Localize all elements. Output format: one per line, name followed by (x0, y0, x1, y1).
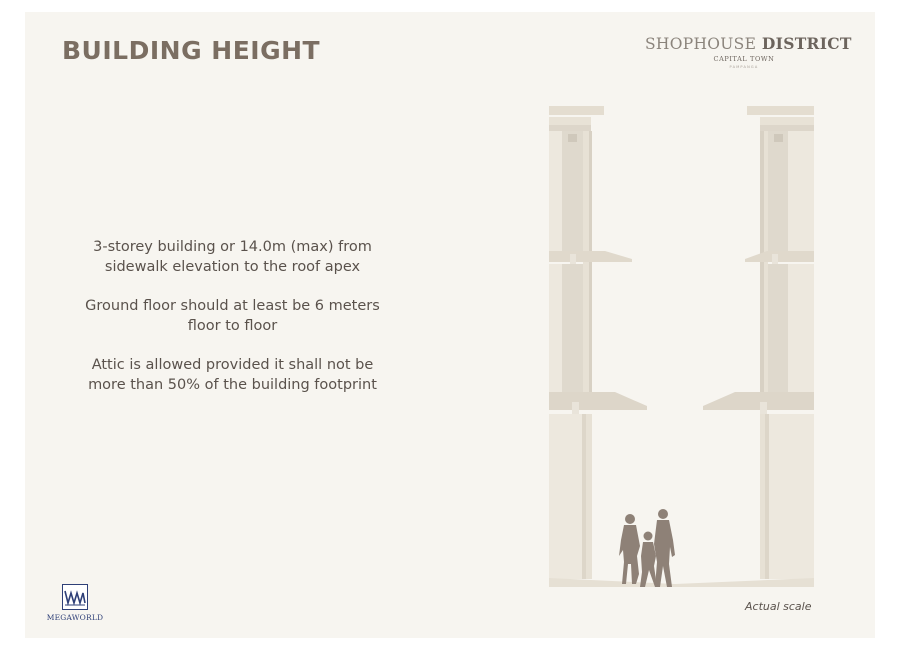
building-facade-right-icon (703, 106, 814, 579)
page-title: BUILDING HEIGHT (62, 36, 321, 65)
guideline-paragraph: Ground floor should at least be 6 meters floor to floor (85, 298, 380, 334)
figure-caption: Actual scale (745, 600, 812, 613)
people-silhouette-icon (619, 509, 675, 587)
logo-text: MEGAWORLD (46, 613, 104, 622)
building-height-figure (545, 104, 815, 587)
guideline-paragraph: 3-storey building or 14.0m (max) from sidewalk elevation to the roof apex (93, 239, 372, 275)
height-guidelines (75, 237, 390, 414)
brand-name-bold: DISTRICT (761, 34, 852, 53)
megaworld-logo (42, 584, 108, 622)
building-facade-left-icon (549, 106, 647, 579)
guideline-paragraph: Attic is allowed provided it shall not be more than 50% of the building footprint (88, 357, 377, 393)
megaworld-logo-icon (62, 584, 88, 610)
brand-name-light: SHOPHOUSE (645, 35, 757, 53)
brand-name (645, 34, 852, 53)
brand-logo (645, 34, 852, 69)
brand-tagline: PAMPANGA (729, 65, 759, 69)
brand-subtitle: CAPITAL TOWN (713, 55, 775, 63)
slide (25, 12, 875, 638)
